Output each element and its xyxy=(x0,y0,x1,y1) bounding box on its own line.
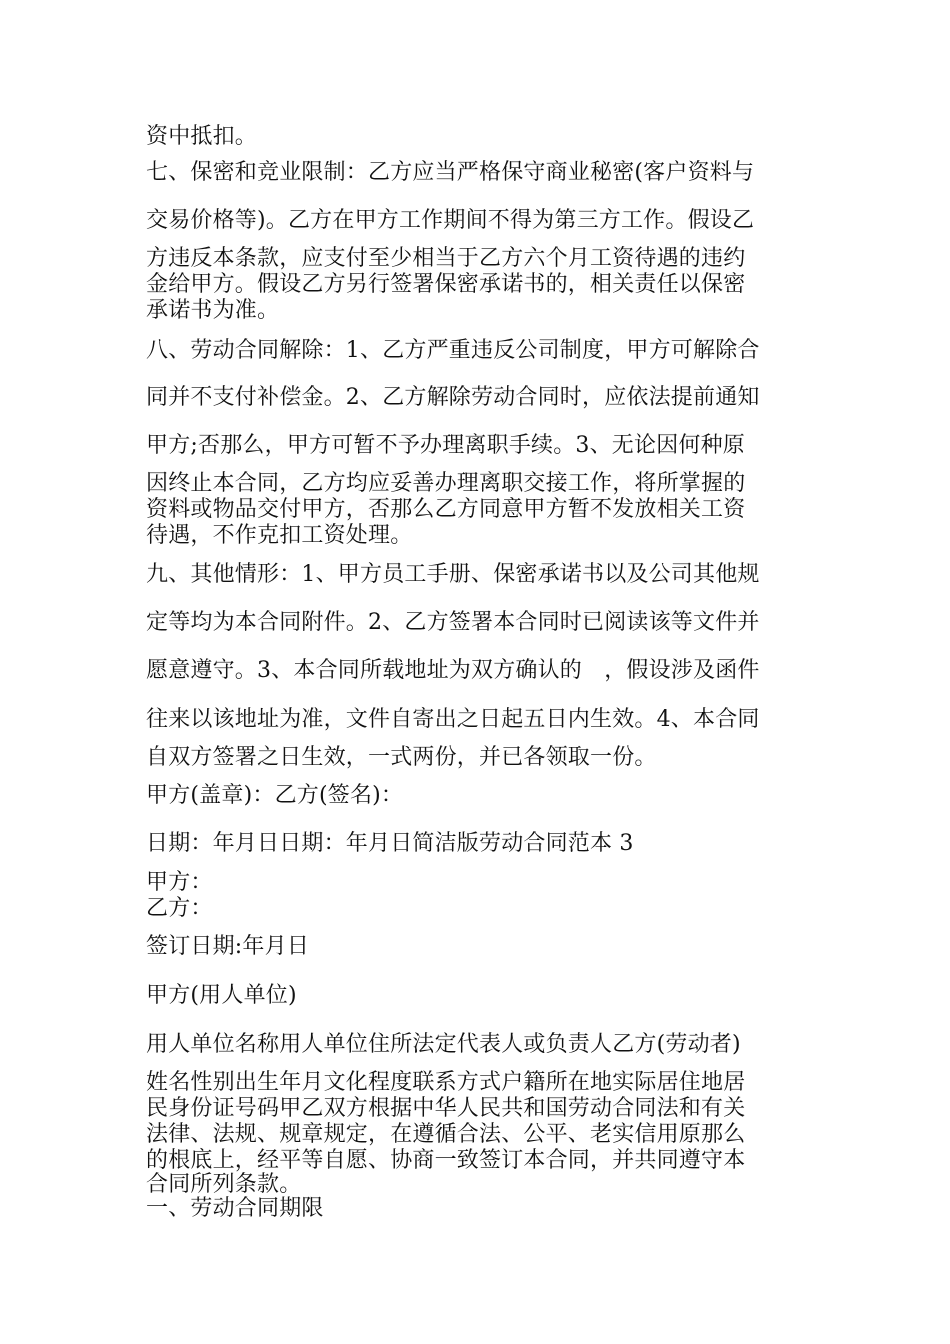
text-line: 八、劳动合同解除：1、乙方严重违反公司制度，甲方可解除合 xyxy=(146,338,760,363)
text-line: 同并不支付补偿金。2、乙方解除劳动合同时，应依法提前通知 xyxy=(146,385,760,410)
text-line: 资中抵扣。 xyxy=(146,124,258,149)
text-line: 合同所列条款。 xyxy=(146,1172,302,1197)
text-line: 九、其他情形：1、甲方员工手册、保密承诺书以及公司其他规 xyxy=(146,562,760,587)
text-line: 金给甲方。假设乙方另行签署保密承诺书的，相关责任以保密 xyxy=(146,272,746,297)
text-line: 七、保密和竞业限制：乙方应当严格保守商业秘密(客户资料与 xyxy=(146,160,755,185)
text-line: 法律、法规、规章规定，在遵循合法、公平、老实信用原那么 xyxy=(146,1122,746,1147)
text-line: 待遇，不作克扣工资处理。 xyxy=(146,523,413,548)
text-line: 用人单位名称用人单位住所法定代表人或负责人乙方(劳动者) xyxy=(146,1032,741,1057)
text-line: 自双方签署之日生效，一式两份，并已各领取一份。 xyxy=(146,745,657,770)
text-line: 往来以该地址为准，文件自寄出之日起五日内生效。4、本合同 xyxy=(146,707,760,732)
text-line: 资料或物品交付甲方，否那么乙方同意甲方暂不发放相关工资 xyxy=(146,497,746,522)
text-line: 方违反本条款，应支付至少相当于乙方六个月工资待遇的违约 xyxy=(146,246,746,271)
text-line: 姓名性别出生年月文化程度联系方式户籍所在地实际居住地居 xyxy=(146,1070,746,1095)
text-line: 甲方;否那么，甲方可暂不予办理离职手续。3、无论因何种原 xyxy=(146,433,746,458)
text-line: 因终止本合同，乙方均应妥善办理离职交接工作，将所掌握的 xyxy=(146,471,746,496)
party-a-line: 甲方： xyxy=(146,870,213,895)
text-line: 承诺书为准。 xyxy=(146,298,280,323)
signing-date-line: 签订日期:年月日 xyxy=(146,934,310,959)
date-line: 日期：年月日日期：年月日简洁版劳动合同范本 3 xyxy=(146,831,634,856)
text-line: 甲方(用人单位) xyxy=(146,983,297,1008)
party-b-line: 乙方： xyxy=(146,896,213,921)
text-line: 民身份证号码甲乙双方根据中华人民共和国劳动合同法和有关 xyxy=(146,1096,746,1121)
signature-line: 甲方(盖章)：乙方(签名)： xyxy=(146,783,404,808)
text-line: 愿意遵守。3、本合同所载地址为双方确认的 ，假设涉及函件 xyxy=(146,658,760,683)
text-line: 的根底上，经平等自愿、协商一致签订本合同，并共同遵守本 xyxy=(146,1148,746,1173)
section-heading: 一、劳动合同期限 xyxy=(146,1196,324,1221)
text-line: 交易价格等)。乙方在甲方工作期间不得为第三方工作。假设乙 xyxy=(146,208,755,233)
text-line: 定等均为本合同附件。2、乙方签署本合同时已阅读该等文件并 xyxy=(146,610,760,635)
